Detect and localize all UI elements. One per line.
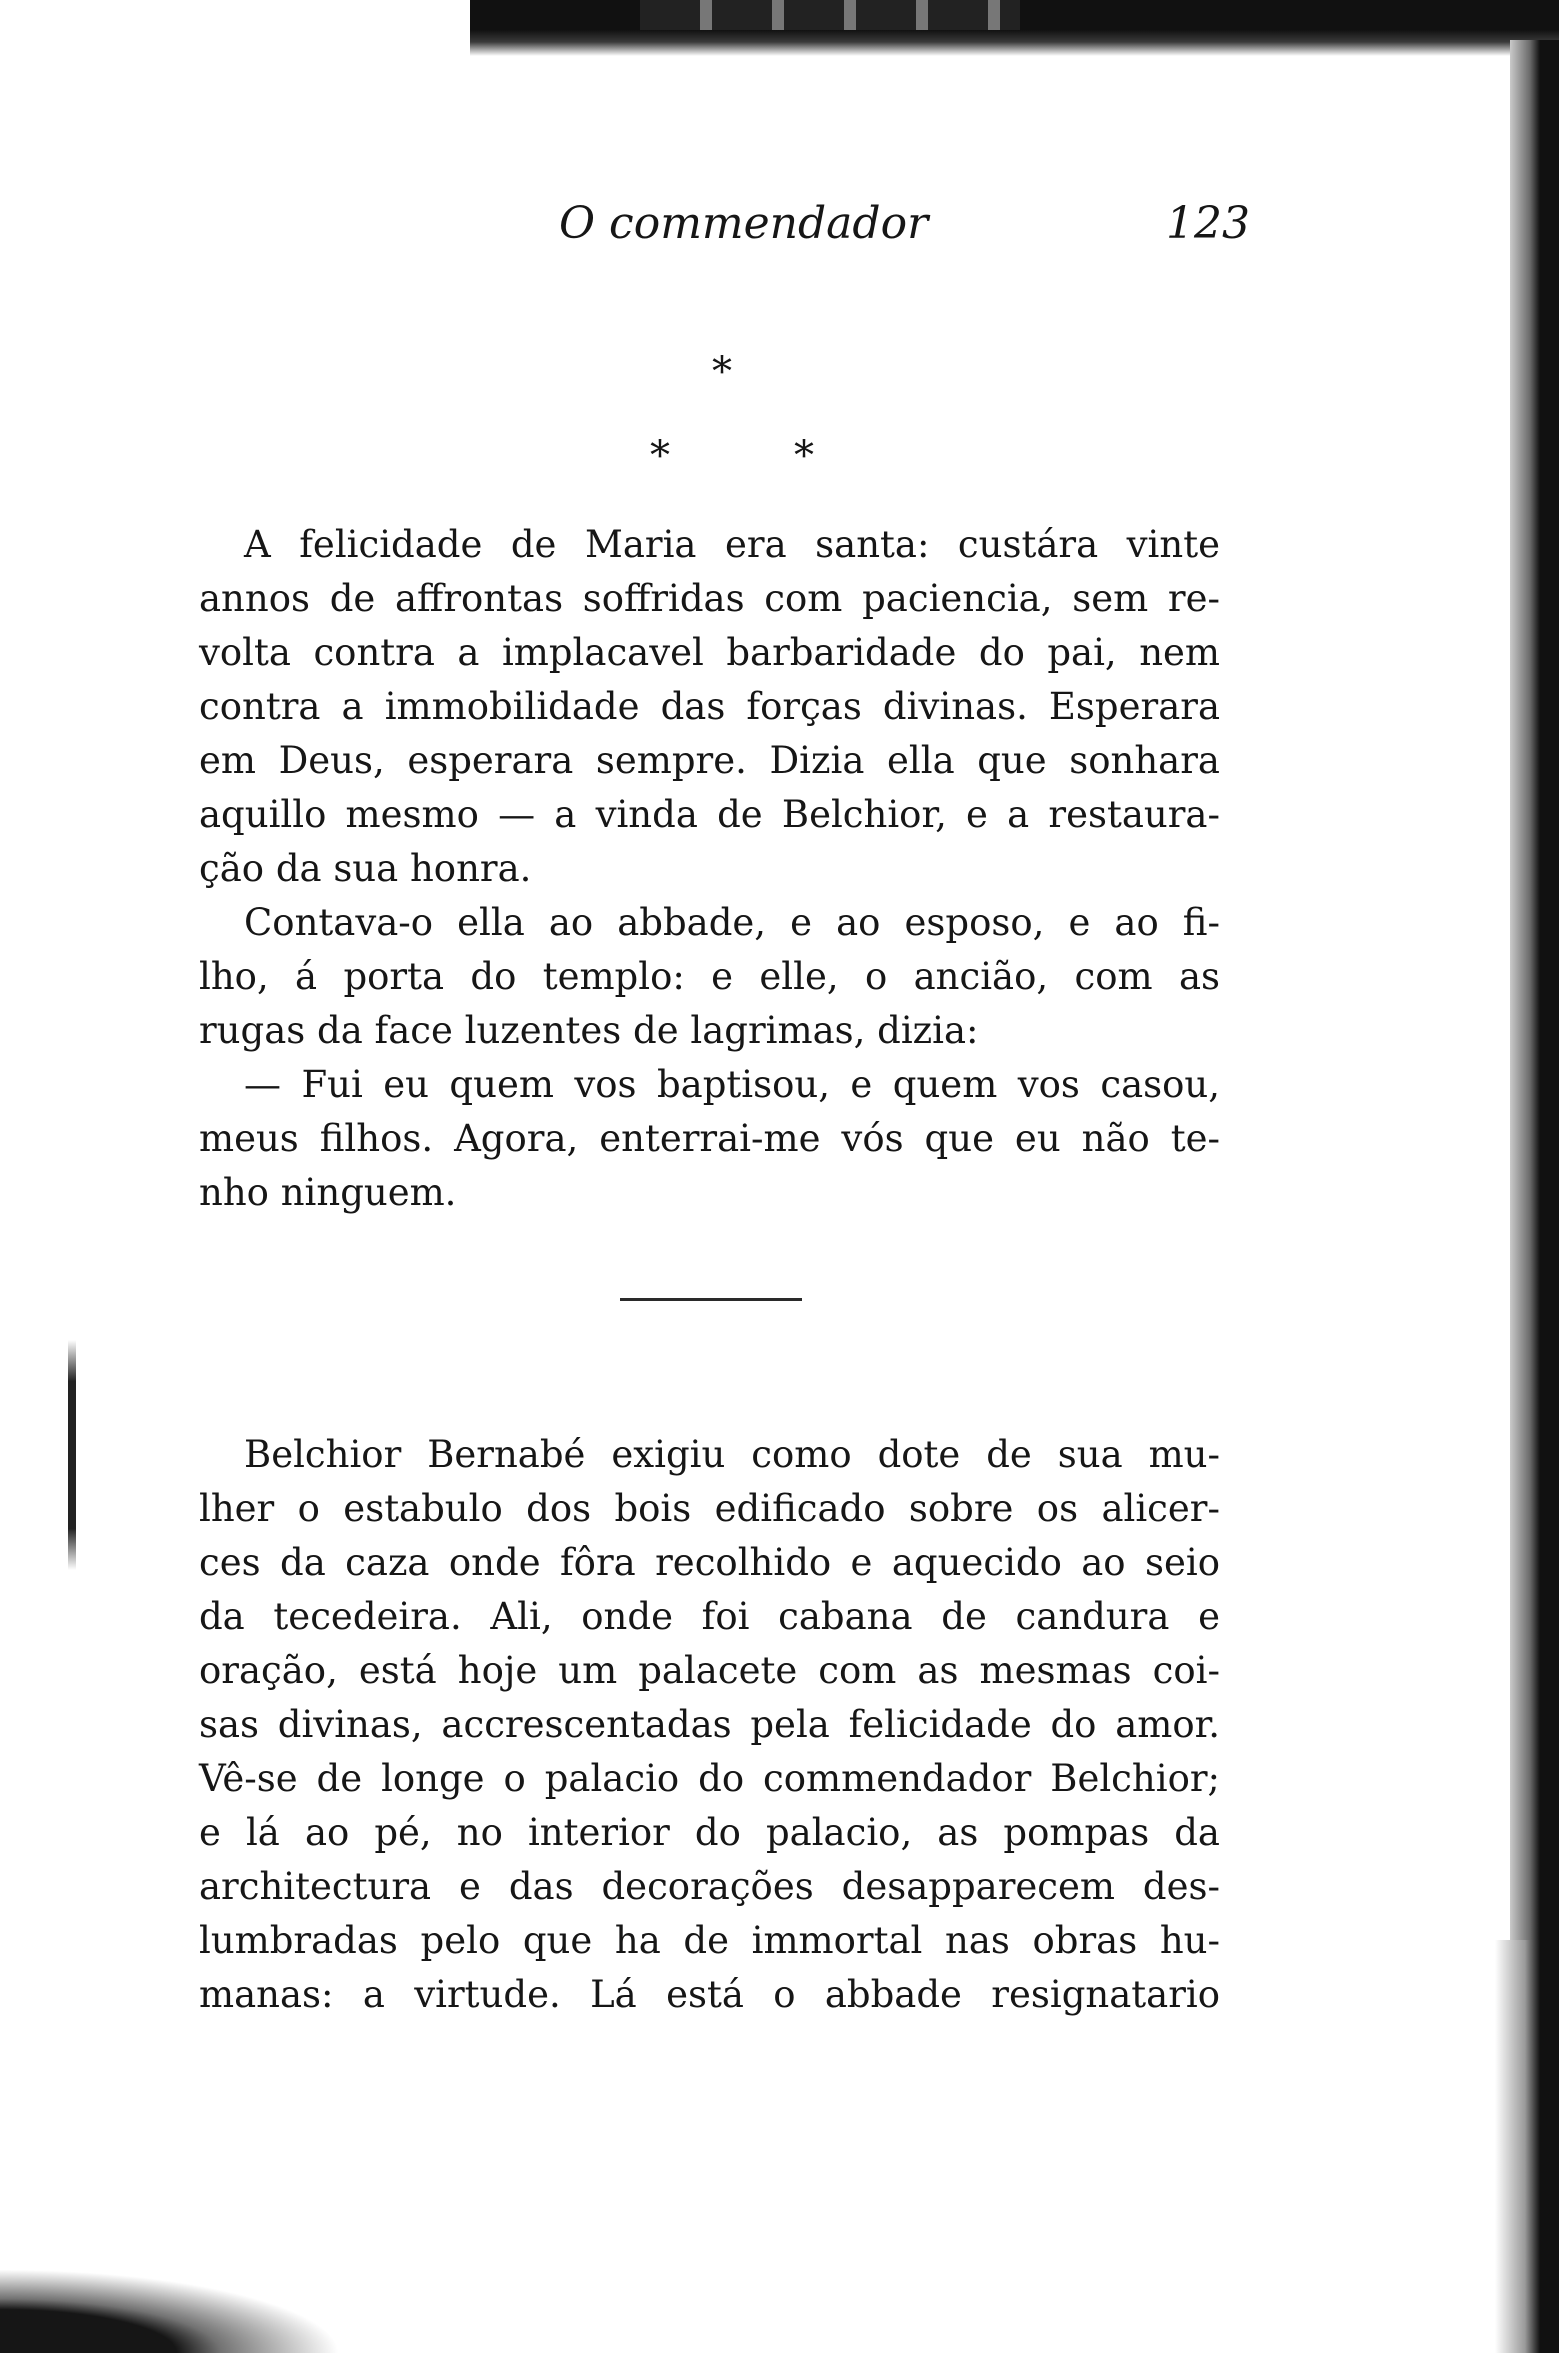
running-title: O commendador	[559, 198, 929, 249]
text-line: volta contra a implacavel barbaridade do pai, nem	[199, 631, 1220, 674]
text-line: rugas da face luzentes de lagrimas, dizia:	[199, 1009, 979, 1052]
text-line: lher o estabulo dos bois edificado sobre os alicer-	[199, 1487, 1220, 1530]
section-1-text	[199, 518, 1220, 1220]
text-line: A felicidade de Maria era santa: custára vinte	[244, 523, 1220, 566]
scan-left-margin-mark	[68, 1340, 76, 1570]
text-line: ces da caza onde fôra recolhido e aquecido ao seio	[199, 1541, 1220, 1584]
text-line: Belchior Bernabé exigiu como dote de sua mu-	[244, 1433, 1220, 1476]
page-number: 123	[1166, 198, 1250, 249]
section-divider-rule	[620, 1298, 802, 1301]
text-line: em Deus, esperara sempre. Dizia ella que sonhara	[199, 739, 1220, 782]
text-line: oração, está hoje um palacete com as mesmas coi-	[199, 1649, 1220, 1692]
text-line: e lá ao pé, no interior do palacio, as pompas da	[199, 1811, 1220, 1854]
text-line: architectura e das decorações desapparecem des-	[199, 1865, 1220, 1908]
text-line: Contava-o ella ao abbade, e ao esposo, e ao fi-	[244, 901, 1220, 944]
scan-bottom-corner-shadow	[0, 2225, 520, 2353]
text-line: nho ninguem.	[199, 1171, 457, 1214]
text-line: da tecedeira. Ali, onde foi cabana de candura e	[199, 1595, 1220, 1638]
section-2-text	[199, 1428, 1220, 2022]
text-line: sas divinas, accrescentadas pela felicidade do amor.	[199, 1703, 1220, 1746]
text-line: lho, á porta do templo: e elle, o ancião, com as	[199, 955, 1220, 998]
text-line: ção da sua honra.	[199, 847, 532, 890]
text-line: lumbradas pelo que ha de immortal nas obras hu-	[199, 1919, 1220, 1962]
scan-top-edge-texture	[640, 0, 1020, 30]
text-line: contra a immobilidade das forças divinas. Esperara	[199, 685, 1220, 728]
text-line: Vê-se de longe o palacio do commendador Belchior;	[199, 1757, 1220, 1800]
page-header	[0, 196, 1559, 256]
text-line: manas: a virtude. Lá está o abbade resignatario	[199, 1973, 1220, 2016]
scan-right-edge-lower	[1495, 1940, 1559, 2353]
text-line: meus filhos. Agora, enterrai-me vós que eu não te-	[199, 1117, 1220, 1160]
asterism-star-left: *	[650, 433, 670, 479]
text-line: — Fui eu quem vos baptisou, e quem vos casou,	[244, 1063, 1220, 1106]
text-line: aquillo mesmo — a vinda de Belchior, e a restaura-	[199, 793, 1220, 836]
asterism-star-top: *	[712, 349, 732, 395]
section-asterism	[0, 340, 1559, 480]
text-line: annos de affrontas soffridas com paciencia, sem re-	[199, 577, 1220, 620]
asterism-star-right: *	[794, 433, 814, 479]
